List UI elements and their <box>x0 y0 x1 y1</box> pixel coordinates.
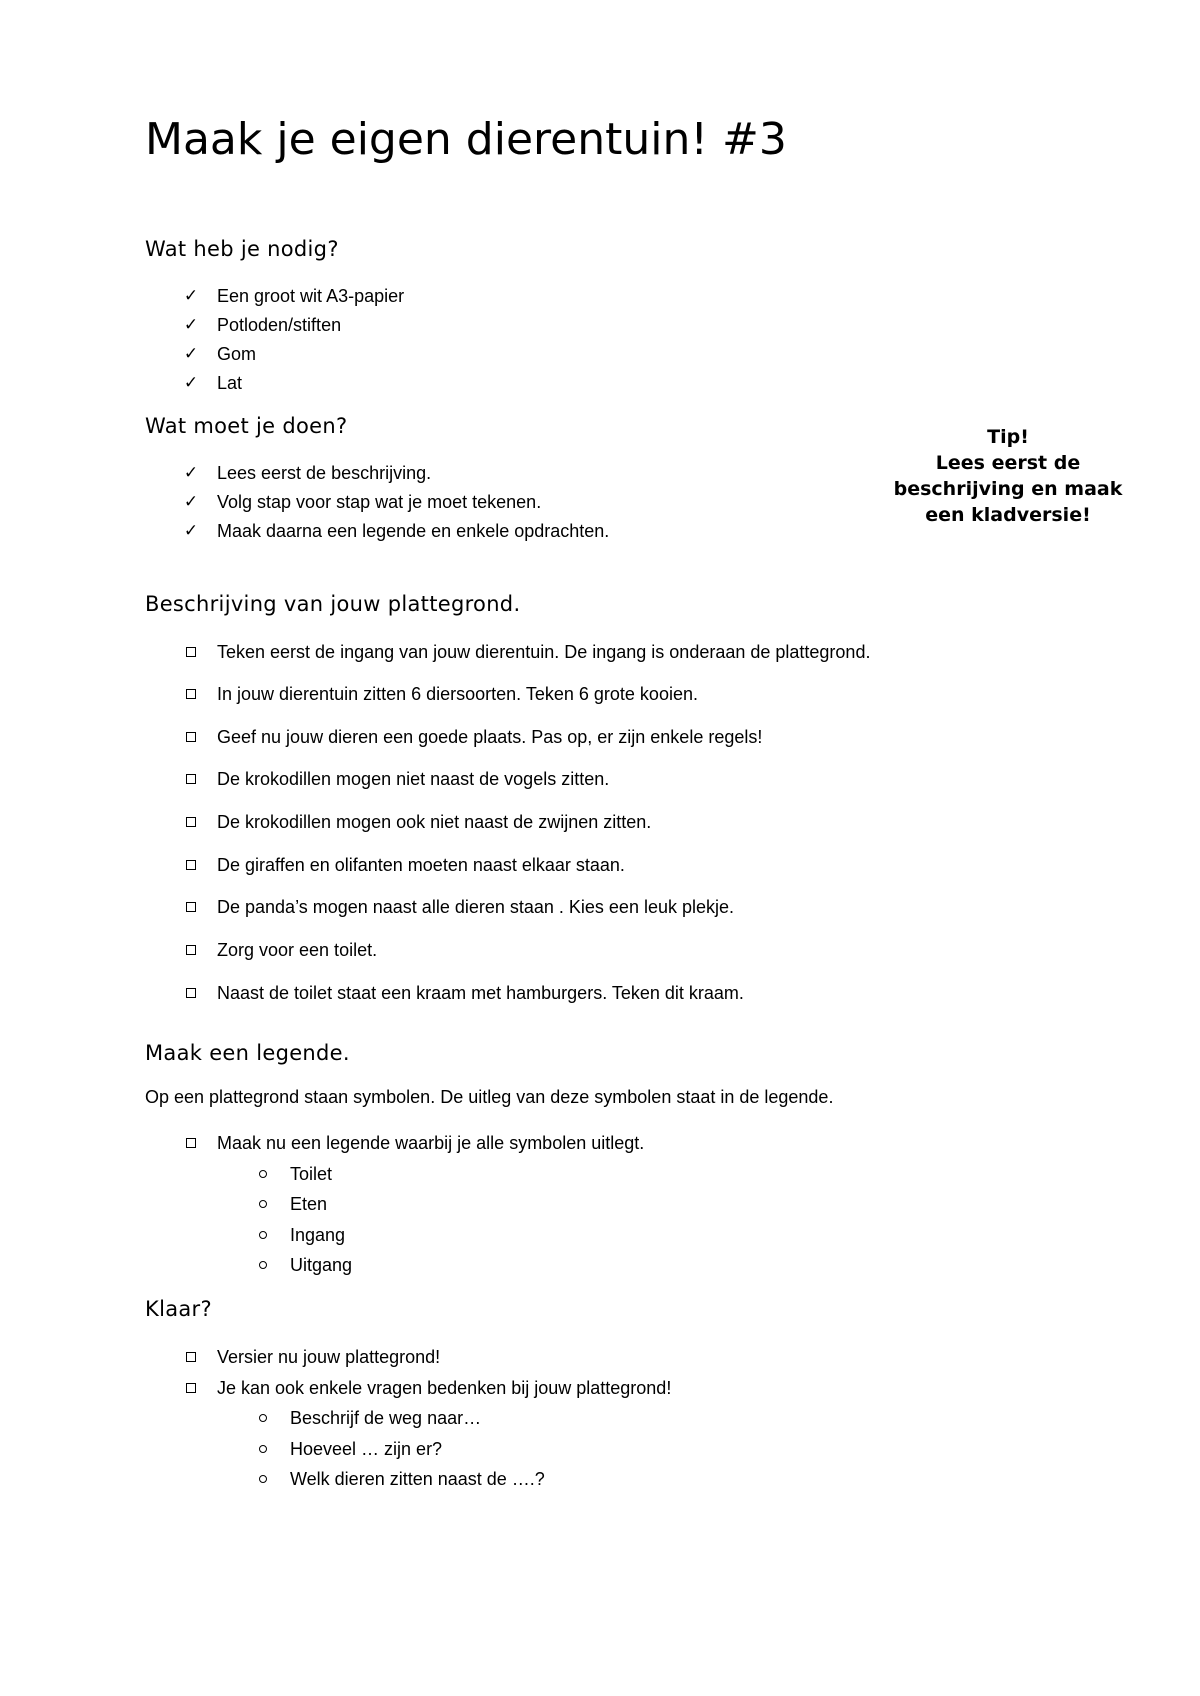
check-mark-icon: ✓ <box>183 344 199 364</box>
description-item-label: De panda’s mogen naast alle dieren staan . Kies een leuk plekje. <box>217 897 735 917</box>
needs-heading: Wat heb je nodig? <box>145 237 339 261</box>
done-item-label: Versier nu jouw plattegrond! <box>217 1347 441 1367</box>
todo-item-label: Lees eerst de beschrijving. <box>217 463 432 483</box>
check-mark-icon: ✓ <box>183 373 199 393</box>
empty-checkbox-icon <box>186 732 196 742</box>
needs-item-label: Gom <box>217 344 257 364</box>
description-heading: Beschrijving van jouw plattegrond. <box>145 592 521 616</box>
empty-checkbox-icon <box>186 1352 196 1362</box>
empty-checkbox-icon <box>186 647 196 657</box>
description-item-label: De giraffen en olifanten moeten naast elkaar staan. <box>217 855 625 875</box>
todo-heading: Wat moet je doen? <box>145 414 348 438</box>
description-item-label: Naast de toilet staat een kraam met hamburgers. Teken dit kraam. <box>217 983 744 1003</box>
todo-item-label: Maak daarna een legende en enkele opdrachten. <box>217 521 610 541</box>
empty-checkbox-icon <box>186 1138 196 1148</box>
hollow-circle-bullet-icon <box>259 1200 267 1208</box>
hollow-circle-bullet-icon <box>259 1261 267 1269</box>
description-item-label: De krokodillen mogen ook niet naast de zwijnen zitten. <box>217 812 652 832</box>
tip-title: Tip! <box>987 426 1029 448</box>
description-item-label: De krokodillen mogen niet naast de vogels zitten. <box>217 769 610 789</box>
done-subitem-label: Beschrijf de weg naar… <box>290 1408 482 1428</box>
legend-subitem-label: Toilet <box>290 1164 333 1184</box>
tip-line: beschrijving en maak <box>893 478 1123 500</box>
description-item-label: Geef nu jouw dieren een goede plaats. Pas op, er zijn enkele regels! <box>217 727 763 747</box>
tip-line: een kladversie! <box>925 504 1091 526</box>
done-item-label: Je kan ook enkele vragen bedenken bij jouw plattegrond! <box>217 1378 672 1398</box>
hollow-circle-bullet-icon <box>259 1475 267 1483</box>
todo-item-label: Volg stap voor stap wat je moet tekenen. <box>217 492 542 512</box>
needs-item-label: Een groot wit A3-papier <box>217 286 405 306</box>
done-subitem-label: Hoeveel … zijn er? <box>290 1439 443 1459</box>
legend-task-label: Maak nu een legende waarbij je alle symbolen uitlegt. <box>217 1133 645 1153</box>
description-item-label: Zorg voor een toilet. <box>217 940 378 960</box>
tip-note <box>868 424 1148 528</box>
legend-subitem-label: Uitgang <box>290 1255 353 1275</box>
hollow-circle-bullet-icon <box>259 1414 267 1422</box>
legend-heading: Maak een legende. <box>145 1041 350 1065</box>
check-mark-icon: ✓ <box>183 463 199 483</box>
page-title: Maak je eigen dierentuin! #3 <box>145 114 787 165</box>
legend-subitem-label: Ingang <box>290 1225 346 1245</box>
tip-line: Lees eerst de <box>935 452 1081 474</box>
check-mark-icon: ✓ <box>183 315 199 335</box>
empty-checkbox-icon <box>186 817 196 827</box>
check-mark-icon: ✓ <box>183 286 199 306</box>
done-subitem-label: Welk dieren zitten naast de ….? <box>290 1469 545 1489</box>
legend-paragraph: Op een plattegrond staan symbolen. De uitleg van deze symbolen staat in de legende. <box>145 1087 834 1107</box>
hollow-circle-bullet-icon <box>259 1170 267 1178</box>
check-mark-icon: ✓ <box>183 492 199 512</box>
empty-checkbox-icon <box>186 988 196 998</box>
needs-item-label: Potloden/stiften <box>217 315 342 335</box>
empty-checkbox-icon <box>186 774 196 784</box>
needs-item-label: Lat <box>217 373 243 393</box>
empty-checkbox-icon <box>186 1383 196 1393</box>
empty-checkbox-icon <box>186 945 196 955</box>
legend-subitem-label: Eten <box>290 1194 328 1214</box>
description-item-label: In jouw dierentuin zitten 6 diersoorten. Teken 6 grote kooien. <box>217 684 698 704</box>
hollow-circle-bullet-icon <box>259 1231 267 1239</box>
check-mark-icon: ✓ <box>183 521 199 541</box>
hollow-circle-bullet-icon <box>259 1445 267 1453</box>
empty-checkbox-icon <box>186 902 196 912</box>
done-heading: Klaar? <box>145 1297 212 1321</box>
empty-checkbox-icon <box>186 689 196 699</box>
description-item-label: Teken eerst de ingang van jouw dierentuin. De ingang is onderaan de plattegrond. <box>217 642 871 662</box>
empty-checkbox-icon <box>186 860 196 870</box>
